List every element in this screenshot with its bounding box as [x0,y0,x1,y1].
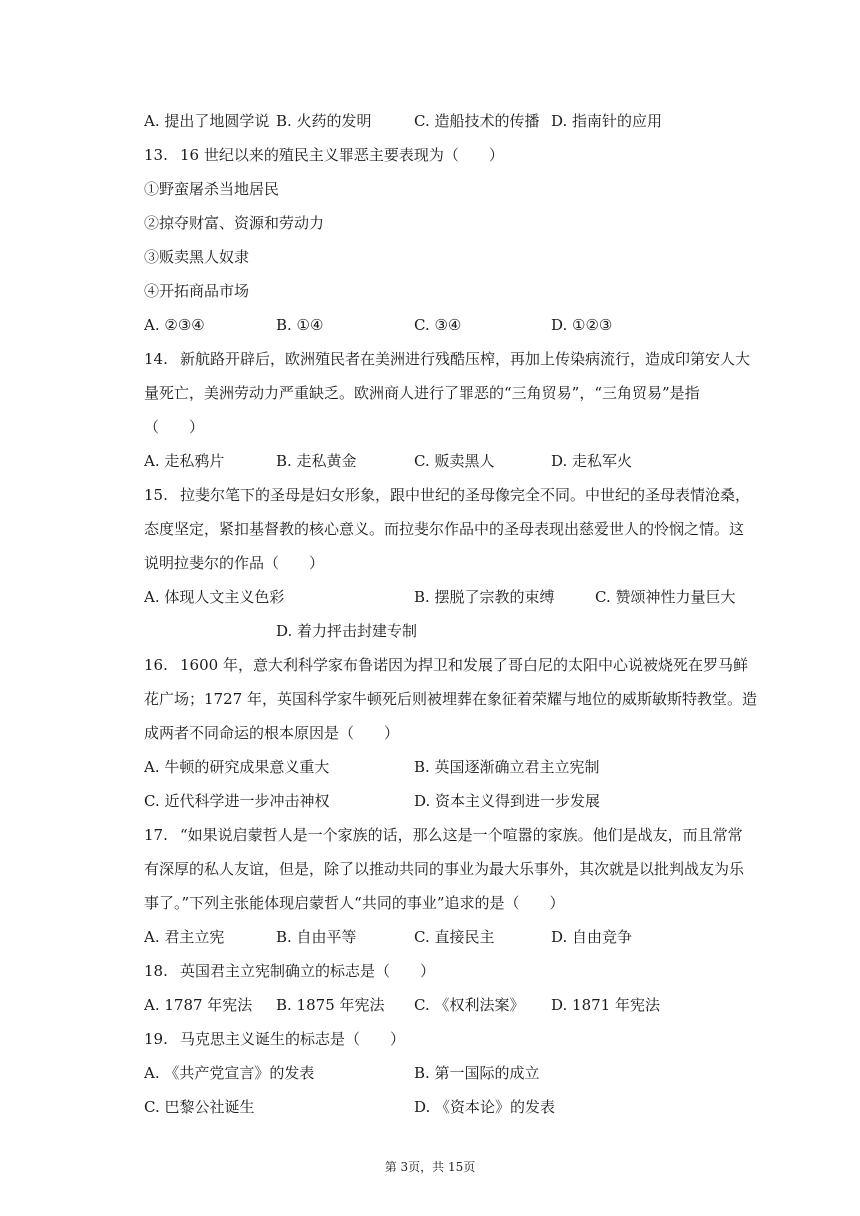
option-b: B. 第一国际的成立 [414,1064,540,1082]
option-c: C. ③④ [414,316,462,334]
question-text: 拉斐尔笔下的圣母是妇女形象，跟中世纪的圣母像完全不同。中世纪的圣母表情沧桑， [180,486,751,504]
question-18-stem [144,961,754,981]
option-d: D. 着力抨击封建专制 [276,622,418,640]
question-number: 15. [144,486,168,504]
question-15-line-1 [144,485,754,505]
question-16-line-2: 花广场；1727 年，英国科学家牛顿死后则被埋葬在象征着荣耀与地位的威斯敏斯特教堂。造 [144,690,757,708]
question-13-item-3: ③贩卖黑人奴隶 [144,248,250,266]
question-number: 19. [144,1030,168,1048]
option-d: D. 自由竞争 [551,928,633,946]
option-a: A. 《共产党宣言》的发表 [144,1064,315,1082]
option-c: C. 贩卖黑人 [414,452,495,470]
option-b: B. 走私黄金 [276,452,357,470]
question-13-item-4: ④开拓商品市场 [144,282,250,300]
question-17-line-1 [144,825,754,845]
option-b: B. ①④ [276,316,324,334]
option-c: C. 《权利法案》 [414,996,525,1014]
question-text: 16 世纪以来的殖民主义罪恶主要表现为（ ） [180,146,504,164]
question-15-line-3: 说明拉斐尔的作品（ ） [144,554,325,572]
option-d: D. 走私军火 [551,452,633,470]
option-c: C. 近代科学进一步冲击神权 [144,792,330,810]
question-number: 13. [144,146,168,164]
question-17-line-3: 事了。”下列主张能体现启蒙哲人“共同的事业”追求的是（ ） [144,894,565,912]
question-text: 马克思主义诞生的标志是（ ） [180,1030,406,1048]
option-c: C. 直接民主 [414,928,495,946]
question-text: 新航路开辟后，欧洲殖民者在美洲进行残酷压榨，再加上传染病流行，造成印第安人大 [180,350,751,368]
option-a: A. 牛顿的研究成果意义重大 [144,758,330,776]
option-a: A. 体现人文主义色彩 [144,588,285,606]
question-14-line-1 [144,349,754,369]
option-a: A. 1787 年宪法 [144,996,253,1014]
question-14-line-3: （ ） [144,418,205,436]
question-text: 英国君主立宪制确立的标志是（ ） [180,962,436,980]
option-b: B. 自由平等 [276,928,357,946]
question-16-line-1 [144,655,754,675]
question-13-stem [144,145,754,165]
question-16-line-3: 成两者不同命运的根本原因是（ ） [144,724,400,742]
option-a: A. 走私鸦片 [144,452,225,470]
question-17-line-2: 有深厚的私人友谊，但是，除了以推动共同的事业为最大乐事外，其次就是以批判战友为乐 [144,860,745,878]
option-d: D. 1871 年宪法 [551,996,660,1014]
option-d: D. ①②③ [551,316,613,334]
option-d: D. 资本主义得到进一步发展 [414,792,601,810]
option-b: B. 火药的发明 [276,112,372,130]
question-15-line-2: 态度坚定，紧扣基督教的核心意义。而拉斐尔作品中的圣母表现出慈爱世人的怜悯之情。这 [144,520,745,538]
option-d: D. 《资本论》的发表 [414,1098,556,1116]
option-b: B. 摆脱了宗教的束缚 [414,588,555,606]
question-text: 1600 年，意大利科学家布鲁诺因为捍卫和发展了哥白尼的太阳中心说被烧死在罗马鲜 [180,656,748,674]
question-13-item-1: ①野蛮屠杀当地居民 [144,180,280,198]
question-number: 16. [144,656,168,674]
page-footer: 第 3页，共 15页 [384,1160,476,1174]
option-a: A. ②③④ [144,316,205,334]
option-c: C. 巴黎公社诞生 [144,1098,255,1116]
option-c: C. 赞颂神性力量巨大 [595,588,736,606]
option-b: B. 1875 年宪法 [276,996,385,1014]
question-19-stem [144,1029,754,1049]
question-number: 18. [144,962,168,980]
question-13-item-2: ②掠夺财富、资源和劳动力 [144,214,325,232]
question-14-line-2: 量死亡，美洲劳动力严重缺乏。欧洲商人进行了罪恶的“三角贸易”，“三角贸易”是指 [144,384,700,402]
question-number: 14. [144,350,168,368]
option-c: C. 造船技术的传播 [414,112,540,130]
option-b: B. 英国逐渐确立君主立宪制 [414,758,600,776]
option-d: D. 指南针的应用 [551,112,663,130]
question-text: “如果说启蒙哲人是一个家族的话，那么这是一个喧嚣的家族。他们是战友，而且常常 [180,826,743,844]
question-number: 17. [144,826,168,844]
option-a: A. 提出了地圆学说 [144,112,270,130]
option-a: A. 君主立宪 [144,928,225,946]
